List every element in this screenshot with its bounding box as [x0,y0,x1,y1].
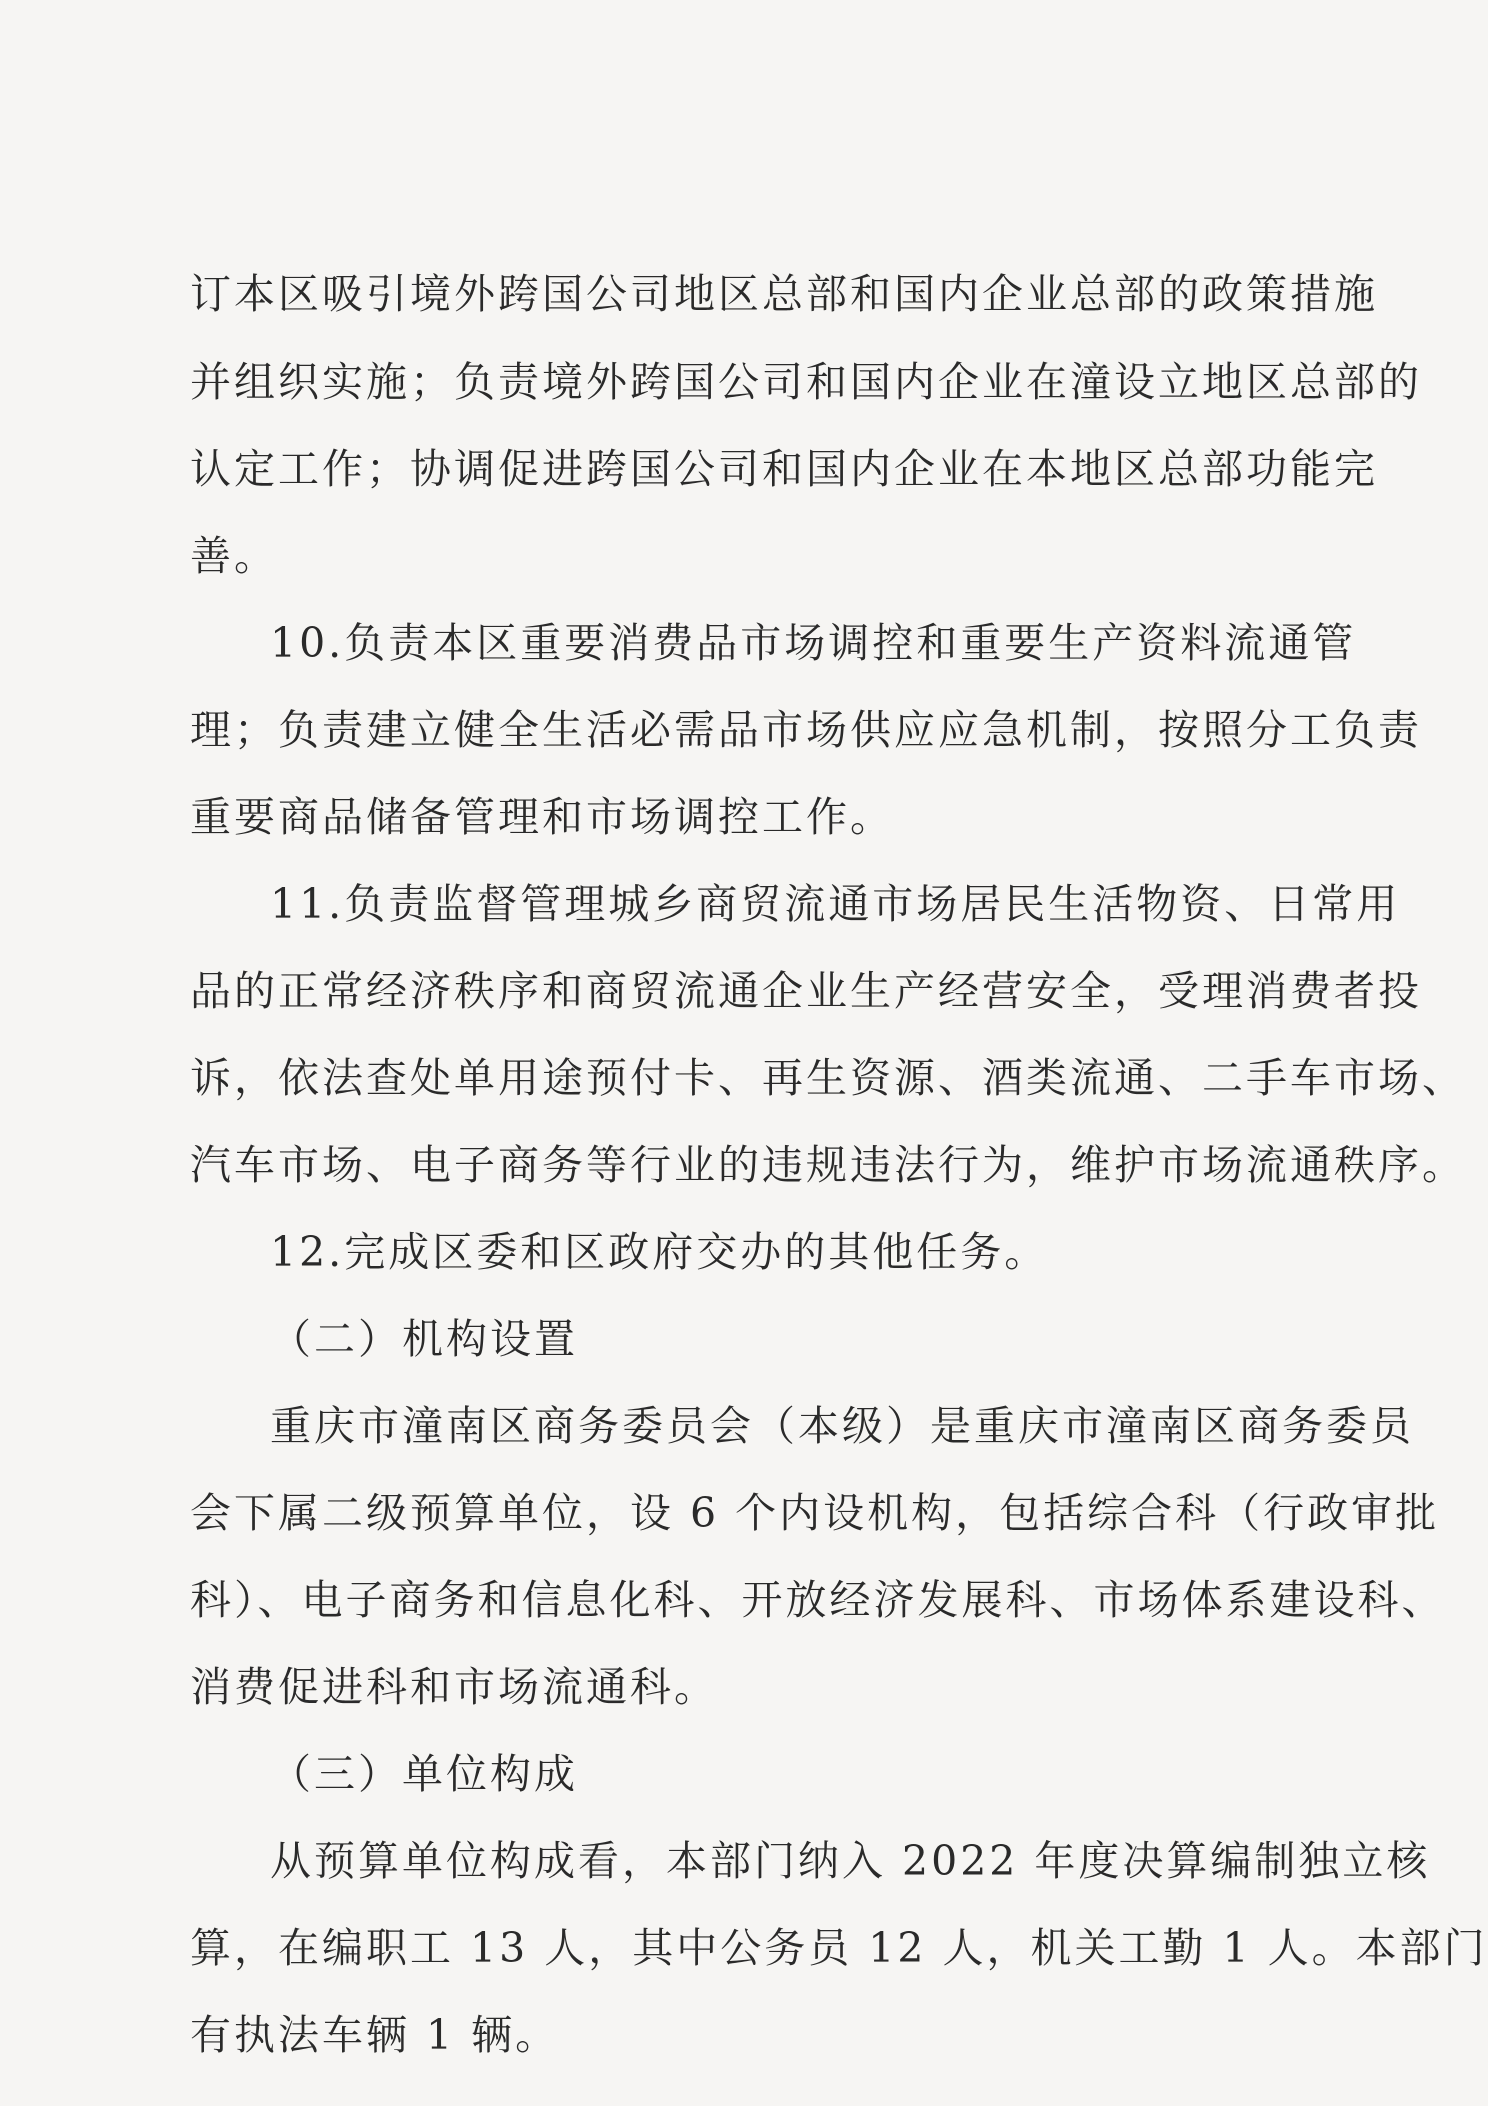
body-text-line: 认定工作；协调促进跨国公司和国内企业在本地区总部功能完 [190,445,1378,493]
body-text-line: 善。 [190,532,278,580]
body-text-line: 并组织实施；负责境外跨国公司和国内企业在潼设立地区总部的 [190,358,1422,406]
body-text-line: 从预算单位构成看，本部门纳入 2022 年度决算编制独立核 [270,1837,1431,1885]
body-text-line: 重庆市潼南区商务委员会（本级）是重庆市潼南区商务委员 [270,1402,1414,1450]
body-text-line: 汽车市场、电子商务等行业的违规违法行为，维护市场流通秩序。 [190,1141,1466,1189]
section-heading-org-structure: （二）机构设置 [270,1315,578,1363]
body-text-line: 诉，依法查处单用途预付卡、再生资源、酒类流通、二手车市场、 [190,1054,1466,1102]
list-item-12: 12.完成区委和区政府交办的其他任务。 [270,1228,1049,1276]
list-item-11: 11.负责监督管理城乡商贸流通市场居民生活物资、日常用 [270,880,1401,928]
body-text-line: 理；负责建立健全生活必需品市场供应应急机制，按照分工负责 [190,706,1422,754]
section-heading-unit-composition: （三）单位构成 [270,1750,578,1798]
body-text-line: 品的正常经济秩序和商贸流通企业生产经营安全，受理消费者投 [190,967,1422,1015]
list-item-10: 10.负责本区重要消费品市场调控和重要生产资料流通管 [270,619,1357,667]
body-text-line: 订本区吸引境外跨国公司地区总部和国内企业总部的政策措施 [190,270,1378,318]
body-text-line: 重要商品储备管理和市场调控工作。 [190,793,894,841]
body-text-line: 科）、电子商务和信息化科、开放经济发展科、市场体系建设科、 [190,1576,1446,1624]
body-text-line: 算，在编职工 13 人，其中公务员 12 人，机关工勤 1 人。本部门 [190,1924,1488,1972]
body-text-line: 消费促进科和市场流通科。 [190,1663,718,1711]
body-text-line: 会下属二级预算单位，设 6 个内设机构，包括综合科（行政审批 [190,1489,1440,1537]
body-text-line: 有执法车辆 1 辆。 [190,2011,560,2059]
